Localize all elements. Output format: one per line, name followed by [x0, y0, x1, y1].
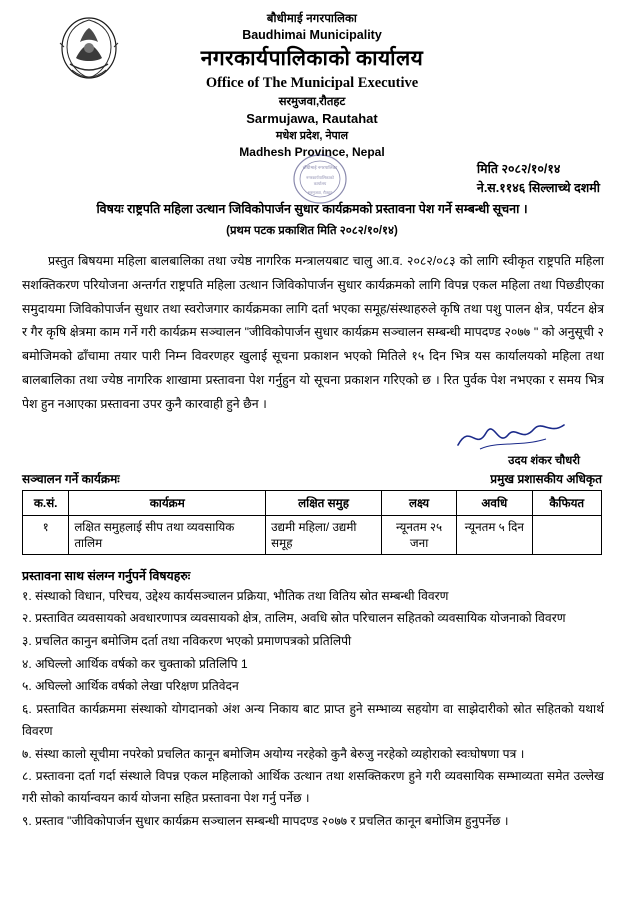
list-item: ५. अघिल्लो आर्थिक वर्षको लेखा परिक्षण प्रतिवेदन — [22, 679, 239, 694]
publication-date-line: (प्रथम पटक प्रकाशित मिति २०८२/१०/१४) — [226, 224, 398, 237]
document-meta — [477, 160, 600, 198]
svg-text:नगरकार्यपालिकाको: नगरकार्यपालिकाको — [306, 175, 334, 180]
signatory-name: उदय शंकर चौधरी — [508, 454, 580, 467]
svg-text:सरमुजवा, रौतहट: सरमुजवा, रौतहट — [307, 190, 333, 195]
cell-remarks — [532, 515, 602, 554]
list-item: ७. संस्था कालो सूचीमा नपरेको प्रचलित कानून बमोजिम अयोग्य नरहेको कुनै बेरुजु नरहेको व्यहोराको स्वःघोषणा पत्र । — [22, 746, 525, 761]
province-en: Madhesh Province, Nepal — [239, 144, 385, 159]
office-place-np: सरमुजवा,रौतहट — [278, 96, 346, 109]
attachments-list — [0, 586, 624, 833]
office-name-np: नगरकार्यपालिकाको कार्यालय — [200, 45, 424, 70]
signature-block — [0, 423, 624, 468]
col-header-sn: क.सं. — [23, 490, 69, 515]
cell-duration: न्यूनतम ५ दिन — [457, 515, 532, 554]
cell-target-group: उद्यमी महिला/ उद्यमी समूह — [266, 515, 382, 554]
document-ref-number: ने.स.११४६ सिल्लाच्थे दशमी — [476, 180, 600, 195]
subject-line: विषयः राष्ट्रपति महिला उत्थान जिविकोपार्जन सुधार कार्यक्रमको प्रस्तावना पेश गर्ने सम्बन्धी सूचना । — [96, 201, 528, 216]
official-round-stamp-icon — [272, 152, 368, 206]
office-place-en: Sarmujawa, Rautahat — [246, 110, 378, 126]
list-item: ४. अघिल्लो आर्थिक वर्षको कर चुक्ताको प्रतिलिपि 1 — [22, 656, 248, 671]
svg-text:बौधीमाई नगरपालिका: बौधीमाई नगरपालिका — [302, 165, 338, 170]
list-item: १. संस्थाको विधान, परिचय, उद्देश्य कार्यसञ्चालन प्रक्रिया, भौतिक तथा वितिय स्रोत सम्बन्धी विवरण — [22, 588, 449, 603]
letterhead — [0, 0, 624, 160]
province-np: मधेश प्रदेश, नेपाल — [275, 130, 349, 143]
col-header-duration: अवधि — [457, 490, 532, 515]
nepal-emblem-icon — [58, 14, 120, 86]
col-header-goal: लक्ष्य — [381, 490, 456, 515]
table-caption-row — [0, 470, 624, 487]
program-table — [22, 490, 602, 555]
program-table-label: सञ्चालन गर्ने कार्यक्रमः — [22, 471, 120, 486]
list-item: ६. प्रस्तावित कार्यक्रममा संस्थाको योगदानको अंश अन्य निकाय बाट प्राप्त हुने सम्भाव्य सहयोग वा साझेदारीको स्रोत सहितको यथार्थ विवरण — [22, 702, 604, 738]
table-row — [23, 515, 602, 554]
list-item: ८. प्रस्तावना दर्ता गर्दा संस्थाले विपन्न एकल महिलाको आर्थिक उत्थान तथा शसक्तिकरण हुने गरी व्यवसायिक सम्भाव्यता समेत उल्लेख गरी सोको कार्यान्वयन कार्य योजना सहित प्रस्तावना पेश गर्नु पर्नेछ । — [22, 769, 604, 806]
notice-body-paragraph: प्रस्तुत बिषयमा महिला बालबालिका तथा ज्येष्ठ नागरिक मन्त्रालयबाट चालु आ.व. २०८२/०८३ को लागि स्वीकृत राष्ट्रपति महिला सशक्तिकरण परियोजना अन्तर्गत राष्ट्रपति महिला उत्थान जिविकोपार्जन सुधार कार्यक्रमको लागि विपन्न एकल महिला तथा पिछडीएका समुदायमा जिविकोपार्जन सुधार तथा स्वरोजगार कार्यक्रमका लागि दर्ता भएका समूह/संस्थाहरुले कृषि तथा पशु पालन क्षेत्र, पर्यटन क्षेत्र र गैर कृषि क्षेत्रमा काम गर्ने गरी कार्यक्रम सञ्चालन "जीविकोपार्जन सुधार कार्यक्रम सञ्चालन सम्बन्धी मापदण्ड २०७७ " को अनुसूची २ बमोजिमको ढाँचामा तयार पारी निम्न विवरणहर खुलाई सूचना प्रकाशन भएको मितिले १५ दिन भित्र यस कार्यालयको महिला तथा बालबालिका तथा ज्येष्ठ नागरिक शाखामा प्रस्तावना पेश गर्नुहुन यो सूचना प्रकाशन गरिएको छ । रित पुर्वक पेश नभएका र समय भित्र पेश हुन नआएका प्रस्तावना उपर कुनै कारवाही हुने छैन । — [22, 253, 605, 411]
document-date: मिति २०८२/१०/१४ — [476, 162, 561, 176]
cell-program: लक्षित समुहलाई सीप तथा व्यवसायिक तालिम — [69, 515, 266, 554]
list-item: ३. प्रचलित कानुन बमोजिम दर्ता तथा नविकरण भएको प्रमाणपत्रको प्रतिलिपी — [22, 634, 352, 649]
table-header-row — [23, 490, 602, 515]
col-header-remarks: कैफियत — [532, 490, 602, 515]
handwritten-signature-icon — [0, 423, 580, 453]
svg-text:कार्यालय: कार्यालय — [313, 181, 327, 186]
col-header-target-group: लक्षित समुह — [266, 490, 382, 515]
signatory-designation: प्रमुख प्रशासकीय अधिकृत — [490, 471, 602, 486]
office-name-en: Office of The Municipal Executive — [205, 74, 419, 91]
municipality-name-np: बौधीमाई नगरपालिका — [266, 13, 358, 25]
attachments-title: प्रस्तावना साथ संलग्न गर्नुपर्ने विषयहरुः — [22, 568, 191, 583]
cell-sn: १ — [23, 515, 69, 554]
municipality-name-en: Baudhimai Municipality — [242, 27, 382, 42]
col-header-program: कार्यक्रम — [69, 490, 266, 515]
list-item: २. प्रस्तावित व्यवसायको अवधारणापत्र व्यवसायको क्षेत्र, तालिम, अवधि स्रोत परिचालन सहितको व्यवसायिक योजनाको विवरण — [22, 611, 566, 626]
cell-goal: न्यूनतम २५ जना — [381, 515, 456, 554]
list-item: ९. प्रस्ताव "जीविकोपार्जन सुधार कार्यक्रम सञ्चालन सम्बन्धी मापदण्ड २०७७ र प्रचलित कानून बमोजिम हुनुपर्नेछ । — [22, 813, 509, 828]
